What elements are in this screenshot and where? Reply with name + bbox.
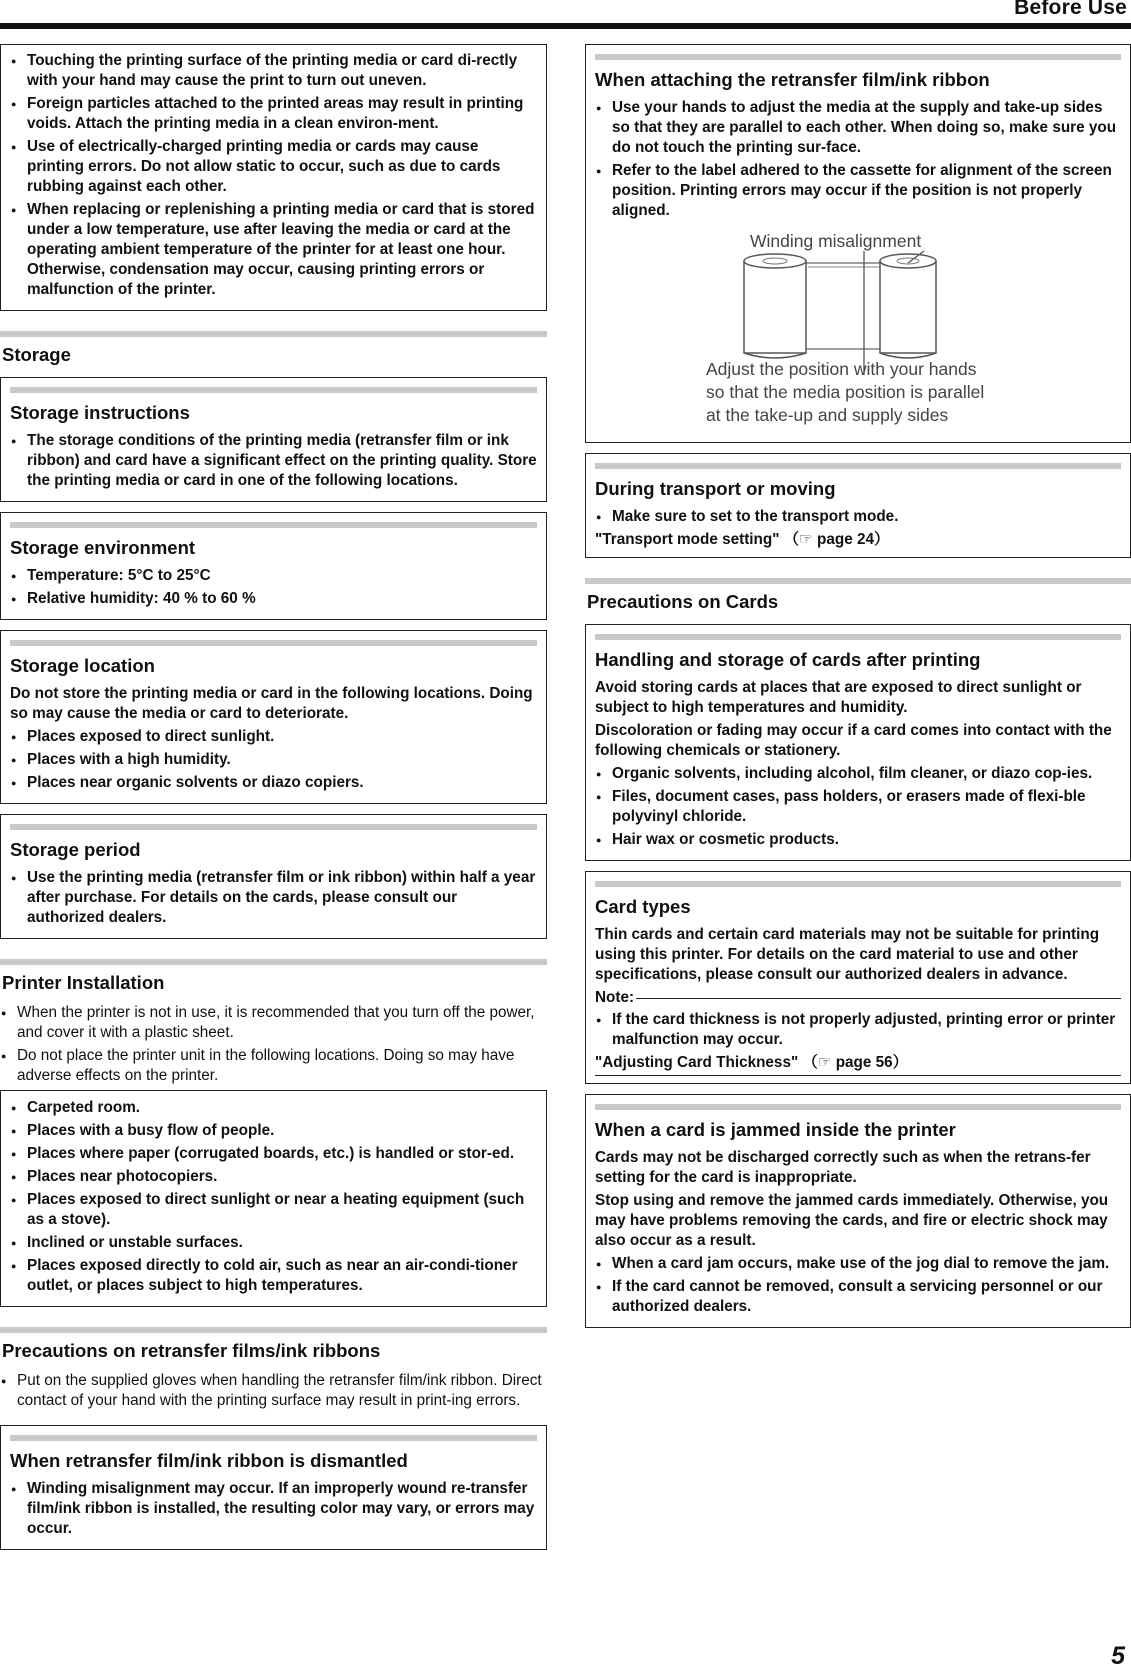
box-title-storage-period: Storage period xyxy=(10,839,141,860)
box-title-bar xyxy=(595,54,1121,60)
box-title-bar xyxy=(10,522,537,528)
header-rule xyxy=(0,23,1131,29)
card-jammed-box xyxy=(585,1094,1131,1328)
paragraph: Avoid storing cards at places that are exposed to direct sunlight or subject to high temperatures and humidity. xyxy=(595,679,1082,716)
right-column xyxy=(585,44,1131,1338)
paragraph: Stop using and remove the jammed cards immediately. Otherwise, you may have problems removing the cards, and fire or electric shock may also occur as a result. xyxy=(595,1192,1109,1249)
box-title-bar xyxy=(595,1104,1121,1110)
list-item: ● Places near photocopiers. xyxy=(10,1167,537,1187)
page-number: 5 xyxy=(1111,1642,1125,1670)
list-item: ● Places with a high humidity. xyxy=(10,750,537,770)
transport-box xyxy=(585,453,1131,558)
note-end-rule xyxy=(595,1075,1121,1076)
list-item: ● Places near organic solvents or diazo copiers. xyxy=(10,773,537,793)
ribbon-rolls-illustration xyxy=(668,227,1048,435)
box-title-storage-location: Storage location xyxy=(10,655,155,676)
supply-roll-shape xyxy=(744,254,806,358)
list-item: ● Places with a busy flow of people. xyxy=(10,1121,537,1141)
note-label: Note: xyxy=(595,989,635,1006)
figure-caption-line-1: Adjust the position with your hands xyxy=(706,359,977,379)
list-item: ● Places exposed directly to cold air, such as near an air-condi-tioner outlet, or places subject to high temperatures. xyxy=(10,1256,537,1296)
list-item: ● Put on the supplied gloves when handling the retransfer film/ink ribbon. Direct contact of your hand with the printing surface may result in print-ing errors. xyxy=(0,1371,547,1411)
box-title-attaching-ribbon: When attaching the retransfer film/ink ribbon xyxy=(595,69,990,90)
section-title-retransfer: Precautions on retransfer films/ink ribbons xyxy=(2,1340,381,1361)
box-title-bar xyxy=(10,387,537,393)
note-header xyxy=(595,988,1121,1008)
section-title-printer-installation: Printer Installation xyxy=(2,972,165,993)
paragraph: Discoloration or fading may occur if a card comes into contact with the following chemicals or stationery. xyxy=(595,722,1112,759)
list-item: ● Use of electrically-charged printing media or cards may cause printing errors. Do not allow static to occur, such as due to cards rubbing against each other. xyxy=(10,137,537,197)
box-title-bar xyxy=(10,824,537,830)
section-bar xyxy=(0,959,547,965)
section-bar xyxy=(0,331,547,337)
card-types-box xyxy=(585,871,1131,1084)
box-title-storage-environment: Storage environment xyxy=(10,537,196,558)
box-title-bar xyxy=(595,881,1121,887)
retransfer-section xyxy=(0,1327,547,1411)
list-item: ● Places exposed to direct sunlight or near a heating equipment (such as a stove). xyxy=(10,1190,537,1230)
figure-caption-line-3: at the take-up and supply sides xyxy=(706,405,949,425)
box-title-transport: During transport or moving xyxy=(595,478,836,499)
left-column xyxy=(0,44,547,1560)
take-up-roll-shape xyxy=(880,254,936,358)
list-item: ● If the card thickness is not properly adjusted, printing error or printer malfunction may occur. xyxy=(595,1010,1121,1050)
list-item: ● Use the printing media (retransfer film or ink ribbon) within half a year after purchase. For details on the cards, please consult our authorized dealers. xyxy=(10,868,537,928)
section-title-storage: Storage xyxy=(2,344,71,365)
intro-precautions-box xyxy=(0,44,547,311)
list-item: ● Refer to the label adhered to the cassette for alignment of the screen position. Printing errors may occur if the position is not properly aligned. xyxy=(595,161,1121,221)
list-item: ● The storage conditions of the printing media (retransfer film or ink ribbon) and card have a significant effect on the printing quality. Store the printing media or card in one of the following locations. xyxy=(10,431,537,491)
list-item: ● Places exposed to direct sunlight. xyxy=(10,727,537,747)
box-title-bar xyxy=(10,640,537,646)
transport-mode-link[interactable]: "Transport mode setting" （☞ page 24） xyxy=(595,531,890,548)
list-item: ● Places where paper (corrugated boards, etc.) is handled or stor-ed. xyxy=(10,1144,537,1164)
box-title-card-handling: Handling and storage of cards after printing xyxy=(595,649,981,670)
list-item: ● If the card cannot be removed, consult a servicing personnel or our authorized dealers. xyxy=(595,1277,1121,1317)
box-title-ribbon-dismantled: When retransfer film/ink ribbon is dismantled xyxy=(10,1450,408,1471)
section-title-precautions-cards: Precautions on Cards xyxy=(587,591,779,612)
list-item: ● Temperature: 5°C to 25°C xyxy=(10,566,537,586)
figure-top-label: Winding misalignment xyxy=(750,231,922,251)
list-item: ● When replacing or replenishing a printing media or card that is stored under a low temperature, use after leaving the media or card at the operating ambient temperature of the printer for at least one hour. Otherwise, condensation may occur, causing printing errors or malfunction of the printer. xyxy=(10,200,537,300)
box-title-card-jammed: When a card is jammed inside the printer xyxy=(595,1119,956,1140)
storage-period-box xyxy=(0,814,547,939)
card-thickness-link[interactable]: "Adjusting Card Thickness" （☞ page 56） xyxy=(595,1054,908,1071)
list-item: ● Inclined or unstable surfaces. xyxy=(10,1233,537,1253)
box-title-bar xyxy=(595,634,1121,640)
storage-location-text: Do not store the printing media or card in the following locations. Doing so may cause the media or card to deteriorate. xyxy=(10,685,533,722)
attaching-ribbon-box xyxy=(585,44,1131,443)
printer-installation-section xyxy=(0,959,547,1086)
list-item: ● Use your hands to adjust the media at the supply and take-up sides so that they are parallel to each other. When doing so, make sure you do not touch the printing sur-face. xyxy=(595,98,1121,158)
list-item: ● Relative humidity: 40 % to 60 % xyxy=(10,589,537,609)
card-handling-box xyxy=(585,624,1131,861)
list-item: ● Winding misalignment may occur. If an improperly wound re-transfer film/ink ribbon is installed, the resulting color may vary, or errors may occur. xyxy=(10,1479,537,1539)
list-item: ● Carpeted room. xyxy=(10,1098,537,1118)
section-bar xyxy=(0,1327,547,1333)
list-item: ● When a card jam occurs, make use of the jog dial to remove the jam. xyxy=(595,1254,1121,1274)
list-item: ● Files, document cases, pass holders, or erasers made of flexi-ble polyvinyl chloride. xyxy=(595,787,1121,827)
paragraph: Thin cards and certain card materials may not be suitable for printing using this printer. For details on the card material to use and other specifications, please consult our authorized dealers in advance. xyxy=(595,926,1100,983)
list-item: ● Touching the printing surface of the printing media or card di-rectly with your hand may cause the print to turn out uneven. xyxy=(10,51,537,91)
list-item: ● When the printer is not in use, it is recommended that you turn off the power, and cover it with a plastic sheet. xyxy=(0,1003,547,1043)
box-title-storage-instructions: Storage instructions xyxy=(10,402,190,423)
storage-section xyxy=(0,331,547,367)
note-rule xyxy=(636,998,1121,999)
figure-caption-line-2: so that the media position is parallel xyxy=(706,382,985,402)
storage-instructions-box xyxy=(0,377,547,502)
winding-misalignment-figure xyxy=(668,227,1048,435)
list-item: ● Do not place the printer unit in the following locations. Doing so may have adverse effects on the printer. xyxy=(0,1046,547,1086)
precautions-cards-section xyxy=(585,578,1131,614)
box-title-card-types: Card types xyxy=(595,896,691,917)
list-item: ● Organic solvents, including alcohol, film cleaner, or diazo cop-ies. xyxy=(595,764,1121,784)
page-header-title: Before Use xyxy=(1014,0,1127,19)
ribbon-dismantled-box xyxy=(0,1425,547,1550)
storage-environment-box xyxy=(0,512,547,620)
box-title-bar xyxy=(595,463,1121,469)
paragraph: Cards may not be discharged correctly such as when the retrans-fer setting for the card is inappropriate. xyxy=(595,1149,1091,1186)
section-bar xyxy=(585,578,1131,584)
list-item: ● Make sure to set to the transport mode. xyxy=(595,507,1121,527)
list-item: ● Hair wax or cosmetic products. xyxy=(595,830,1121,850)
installation-locations-box xyxy=(0,1090,547,1307)
box-title-bar xyxy=(10,1435,537,1441)
storage-location-box xyxy=(0,630,547,804)
list-item: ● Foreign particles attached to the printed areas may result in printing voids. Attach the printing media in a clean environ-ment. xyxy=(10,94,537,134)
